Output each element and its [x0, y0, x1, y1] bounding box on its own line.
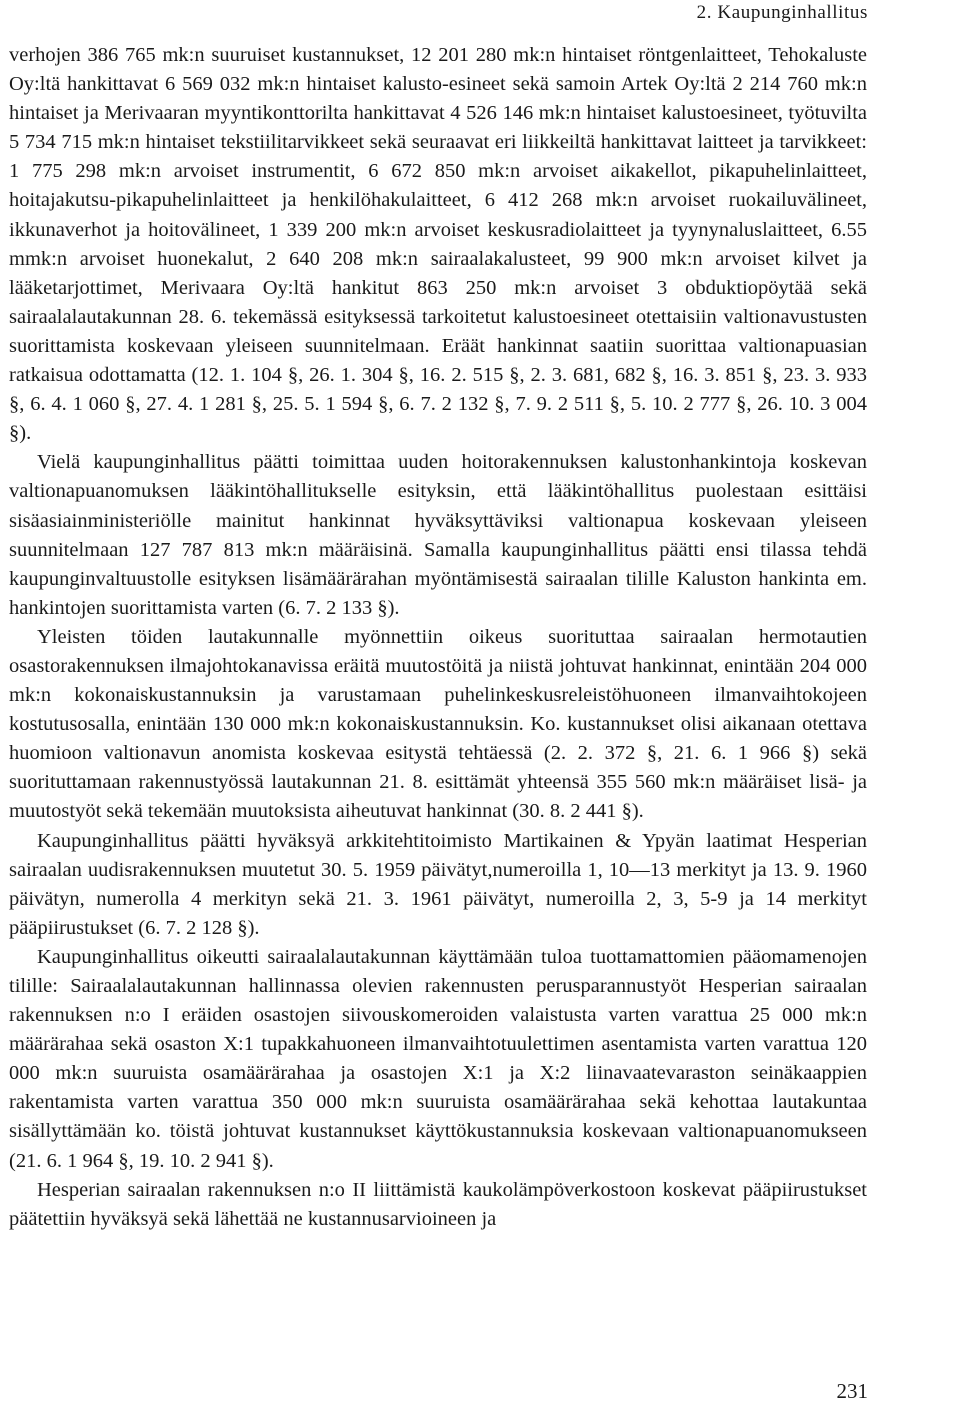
running-header: 2. Kaupunginhallitus — [696, 2, 868, 23]
paragraph: Vielä kaupunginhallitus päätti toimittaa uuden hoitorakennuksen kalustonhankintoja koskevan valtionapuanomuksen lääkintöhallitukselle esityksin, että lääkintöhallitus puolestaan esittäisi sisäasiainministeriölle mainitut hankinnat hyväksyttäviksi valtionapua koskevaan yleiseen suunnitelmaan 127 787 813 mk:n määräisinä. Samalla kaupunginhallitus päätti ensi tilassa tehdä kaupunginvaltuustolle esityksen lisämäärärahan myöntämisestä sairaalan tilille Kaluston hankinta em. hankintojen suorittamista varten (6. 7. 2 133 §). — [9, 451, 867, 619]
page-number: 231 — [836, 1379, 868, 1403]
paragraph: Kaupunginhallitus päätti hyväksyä arkkitehtitoimisto Martikainen & Ypyän laatimat Hesperian sairaalan uudisrakennuksen muutetut 30. 5. 1959 päivätyt,numeroilla 1, 10—13 merkityt ja 13. 9. 1960 päivätyn, numerolla 4 merkityn sekä 21. 3. 1961 päivätyt, numeroilla 2, 3, 5-9 ja 14 merkityt pääpiirustukset (6. 7. 2 128 §). — [9, 829, 867, 939]
paragraph: Yleisten töiden lautakunnalle myönnettiin oikeus suorituttaa sairaalan hermotautien osastorakennuksen ilmajohtokanavissa eräitä muutostöitä ja niistä johtuvat hankinnat, enintään 204 000 mk:n kokonaiskustannuksin ja varustamaan puhelinkeskusreleistöhuoneen ilmanvaihtokojeen kostutusosalla, enintään 130 000 mk:n kokonaiskustannuksin. Ko. kustannukset olisi aikanaan otettava huomioon valtionavun anomista koskevaa esitystä tehtäessä (2. 2. 372 §, 21. 6. 1 966 §) sekä suorituttamaan rakennustyössä lautakunnan 21. 8. esittämät yhteensä 355 560 mk:n määräiset lisä- ja muutostyöt sekä tekemään muutoksista aiheutuvat hankinnat (30. 8. 2 441 §). — [9, 625, 867, 823]
paragraph: Kaupunginhallitus oikeutti sairaalalautakunnan käyttämään tuloa tuottamattomien pääomamenojen tilille: Sairaalalautakunnan hallinnassa olevien rakennusten perusparannustyöt Hesperian sairaalan rakennuksen n:o I eräiden osastojen siivouskomeroiden valaistusta varten varattua 25 000 mk:n määrärahaa sekä osaston X:1 tupakkahuoneen ilmanvaihtotuulettimen asentamista varten varattua 120 000 mk:n suuruista osamäärärahaa ja osastojen X:1 ja X:2 liinavaatevaraston seinäkaappien rakentamista varten varattua 350 000 mk:n suuruista osamäärärahaa sekä kehottaa lautakuntaa sisällyttämään ko. töistä johtuvat kustannukset käyttökustannuksia koskevaan valtionapuanomukseen (21. 6. 1 964 §, 19. 10. 2 941 §). — [9, 945, 867, 1172]
body-text — [9, 41, 867, 1234]
paragraph-continued: verhojen 386 765 mk:n suuruiset kustannukset, 12 201 280 mk:n hintaiset röntgenlaitteet, Tehokaluste Oy:ltä hankittavat 6 569 032 mk:n hintaiset kalusto-esineet sekä samoin Artek Oy:ltä 2 214 760 mk:n hintaiset ja Merivaaran myyntikonttorilta hankittavat 4 526 146 mk:n hintaiset kalustoesineet, työtuvilta 5 734 715 mk:n hintaiset tekstiilitarvikkeet sekä seuraavat eri liikkeiltä hankittavat laitteet ja tarvikkeet: 1 775 298 mk:n arvoiset instrumentit, 6 672 850 mk:n arvoiset aikakellot, pikapuhelinlaitteet, hoitajakutsu-pikapuhelinlaitteet ja henkilöhakulaitteet, 6 412 268 mk:n arvoiset ruokailuvälineet, ikkunaverhot ja hoitovälineet, 1 339 200 mk:n arvoiset keskusradiolaitteet ja tyynynaluslaitteet, 6.55 mmk:n arvoiset huonekalut, 2 640 208 mk:n sairaalakalusteet, 99 900 mk:n arvoiset kilvet ja lääketarjottimet, Merivaara Oy:ltä hankitut 863 250 mk:n arvoiset 3 obduktiopöytää sekä sairaalalautakunnan 28. 6. tekemässä esityksessä tarkoitetut kalustoesineet otettaisiin valtionavustusten suorittamista koskevaan yleiseen suunnitelmaan. Eräät hankinnat saatiin suorittaa valtionapuasian ratkaisua odottamatta (12. 1. 104 §, 26. 1. 304 §, 16. 2. 515 §, 2. 3. 681, 682 §, 16. 3. 851 §, 23. 3. 933 §, 6. 4. 1 060 §, 27. 4. 1 281 §, 25. 5. 1 594 §, 6. 7. 2 132 §, 7. 9. 2 511 §, 5. 10. 2 777 §, 26. 10. 3 004 §). — [9, 44, 867, 445]
paragraph-truncated: Hesperian sairaalan rakennuksen n:o II liittämistä kaukolämpöverkostoon koskevat pääpiirustukset päätettiin hyväksyä sekä lähettää ne kustannusarvioineen ja — [9, 1178, 867, 1230]
